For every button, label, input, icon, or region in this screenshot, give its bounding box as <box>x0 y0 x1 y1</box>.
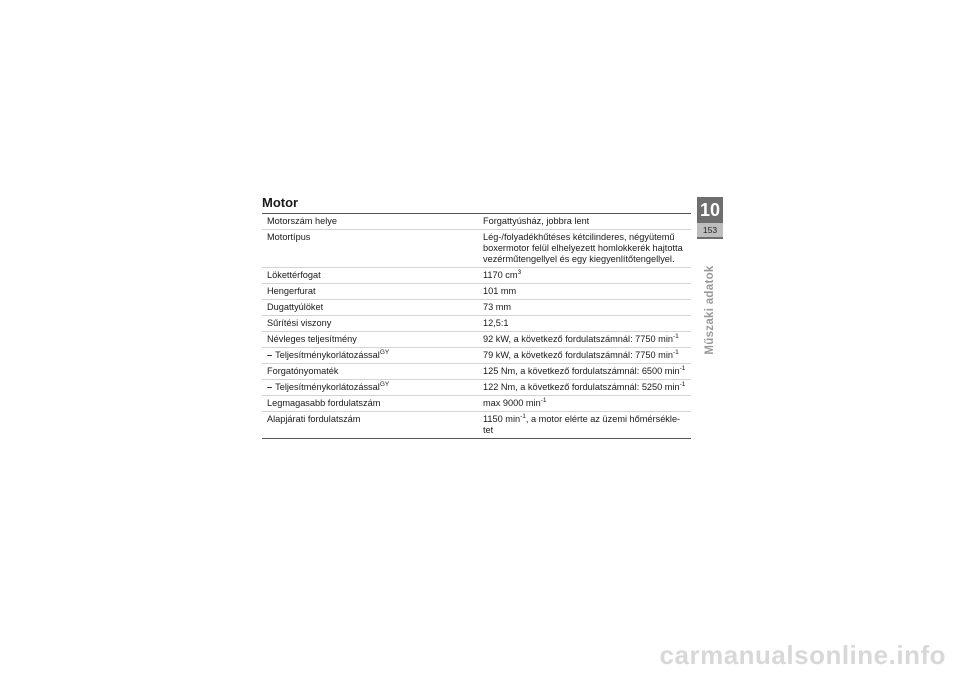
chapter-title-text: Műszaki adatok <box>704 265 716 355</box>
table-row <box>262 230 691 268</box>
row-value: 101 mm <box>478 284 691 300</box>
watermark: carmanualsonline.info <box>659 640 946 670</box>
table-row <box>262 332 691 348</box>
row-value: 92 kW, a következő fordulatszámnál: 7750 $\min^{-1}$ <box>478 332 691 348</box>
row-label: Motortípus <box>262 230 478 268</box>
row-value: 125 Nm, a következő fordulatszámnál: 6500 $\min^{-1}$ <box>478 364 691 380</box>
row-value: 1150 $\min^{-1}$, a motor elérte az üzemi hőmérsékle-tet <box>483 413 681 435</box>
sub-item-dash: – <box>267 382 273 392</box>
row-label: – Teljesítménykorlátozással$^{GY}$ <box>262 348 478 364</box>
row-value: 122 Nm, a következő fordulatszámnál: 5250 $\min^{-1}$ <box>478 380 691 396</box>
spec-table <box>262 213 691 439</box>
table-row <box>262 300 691 316</box>
row-label: Motorszám helye <box>262 214 478 230</box>
table-row <box>262 380 691 396</box>
table-row <box>262 284 691 300</box>
chapter-number: 10 <box>699 200 721 220</box>
table-row <box>262 214 691 230</box>
section-title: Motor <box>262 195 299 210</box>
row-label: Sűrítési viszony <box>262 316 478 332</box>
row-label: Alapjárati fordulatszám <box>267 414 361 424</box>
chapter-side-title <box>695 250 725 370</box>
row-label: Legmagasabb fordulatszám <box>262 396 478 412</box>
row-label: Lökettérfogat <box>262 268 478 284</box>
row-value: 79 kW, a következő fordulatszámnál: 7750 $\min^{-1}$ <box>478 348 691 364</box>
row-value: Forgattyúsház, jobbra lent <box>478 214 691 230</box>
row-label: Forgatónyomaték <box>262 364 478 380</box>
row-value: 12,5:1 <box>478 316 691 332</box>
table-row <box>262 412 691 439</box>
row-value: max 9000 $\min^{-1}$ <box>478 396 691 412</box>
table-row <box>262 268 691 284</box>
chapter-tab <box>697 197 723 239</box>
row-label: Névleges teljesítmény <box>262 332 478 348</box>
table-row <box>262 396 691 412</box>
sub-item-dash: – <box>267 350 273 360</box>
row-value: Lég-/folyadékhűtéses kétcilinderes, négyütemű boxermotor felül elhelyezett homlokkerék hajtotta vezérműtengellyel és egy kiegyenlítőtengellyel. <box>478 230 691 268</box>
row-value: 1170 $cm^3$ <box>478 268 691 284</box>
row-label: Dugattyúlöket <box>262 300 478 316</box>
table-row <box>262 348 691 364</box>
table-row <box>262 364 691 380</box>
row-value: 73 mm <box>478 300 691 316</box>
page-number: 153 <box>697 223 723 237</box>
row-label: – Teljesítménykorlátozással$^{GY}$ <box>262 380 478 396</box>
table-row <box>262 316 691 332</box>
row-label: Hengerfurat <box>262 284 478 300</box>
